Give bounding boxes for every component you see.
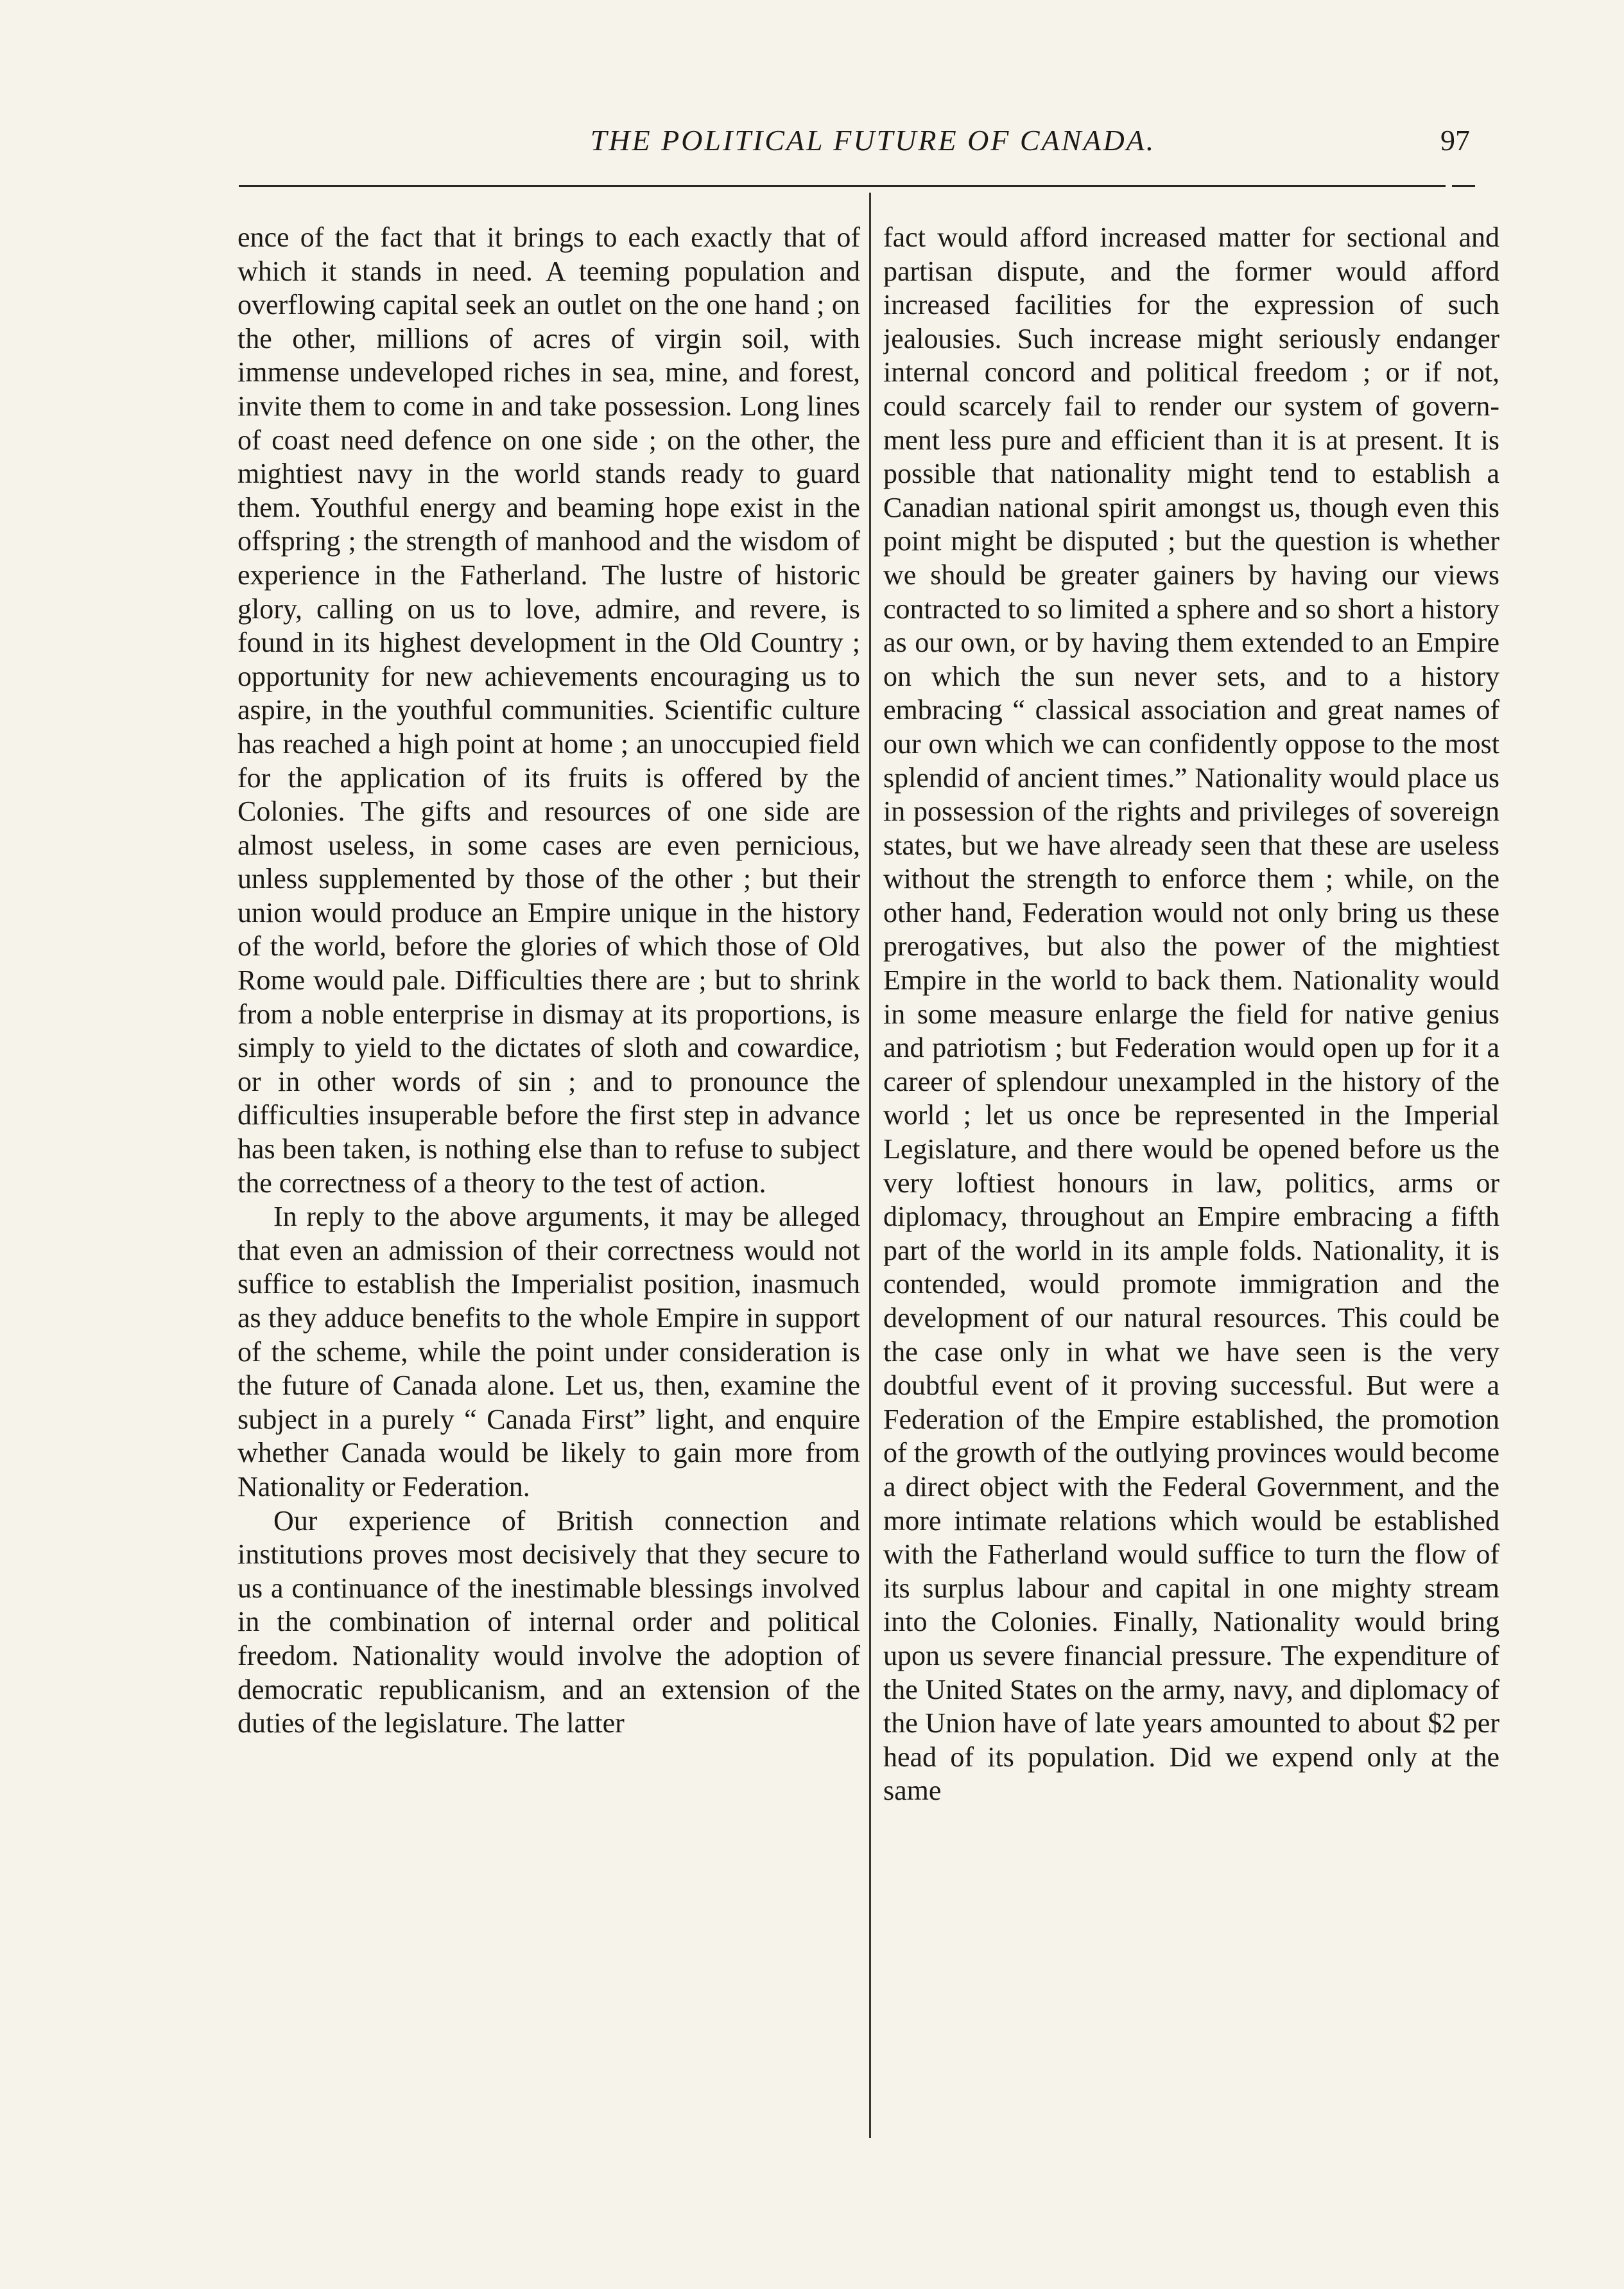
page-number: 97 (1440, 124, 1470, 157)
header-rule (239, 185, 1446, 187)
left-column (238, 221, 860, 2160)
header-rule-end (1452, 185, 1475, 187)
paragraph: In reply to the above arguments, it may be alleged that even an admission of their correctness would not suffice to establish the Imperialist position, inasmuch as they adduce benefits to the whole Empire in support of the scheme, while the point under consideration is the future of Canada alone. Let us, then, examine the subject in a purely “ Canada First” light, and enquire whether Canada would be likely to gain more from Nationality or Federation. (238, 1201, 860, 1502)
running-title: THE POLITICAL FUTURE OF CANADA. (590, 124, 1156, 157)
running-head (0, 123, 1624, 168)
paragraph: fact would afford increased matter for sectional and partisan dispute, and the former would afford increased facilities for the expression of such jealousies. Such increase might seriously endanger internal concord and political freedom ; or if not, could scarcely fail to render our system of government less pure and efficient than it is at present. It is possible that nationality might tend to establish a Canadian national spirit amongst us, though even this point might be disputed ; but the question is whether we should be greater gainers by having our views contracted to so limited a sphere and so short a history as our own, or by having them extended to an Empire on which the sun never sets, and to a history embracing “ classical association and great names of our own which we can confidently oppose to the most splendid of ancient times.” Nationality would place us in possession of the rights and privileges of sovereign states, but we have already seen that these are useless without the strength to enforce them ; while, on the other hand, Federation would not only bring us these prerogatives, but also the power of the mightiest Empire in the world to back them. Nationality would in some measure enlarge the field for native genius and patriotism ; but Federation would open up for it a career of splendour unexampled in the history of the world ; let us once be represented in the Imperial Legislature, and there would be opened before us the very loftiest honours in law, politics, arms or diplomacy, throughout an Empire embracing a fifth part of the world in its ample folds. Nationality, it is contended, would promote immigration and the development of our natural resources. This could be the case only in what we have seen is the very doubtful event of it proving successful. But were a Federation of the Empire established, the promotion of the growth of the outlying provinces would become a direct object with the Federal Government, and the more intimate relations which would be established with the Fatherland would suffice to turn the flow of its surplus labour and capital in one mighty stream into the Colonies. Finally, Nationality would bring upon us severe financial pressure. The expenditure of the United States on the army, navy, and diplomacy of the Union have of late years amounted to about $2 per head of its population. Did we expend only at the same (883, 222, 1499, 1807)
right-column (883, 221, 1499, 2160)
paragraph: Our experience of British connection and institutions proves most decisively that they secure to us a continuance of the inestimable blessings involved in the combination of internal order and political freedom. Nationality would involve the adoption of democratic republicanism, and an extension of the duties of the legislature. The latter (238, 1504, 860, 1739)
paragraph: ence of the fact that it brings to each exactly that of which it stands in need. A teeming population and overflowing capital seek an outlet on the one hand ; on the other, millions of acres of virgin soil, with immense undeveloped riches in sea, mine, and forest, invite them to come in and take possession. Long lines of coast need defence on one side ; on the other, the mightiest navy in the world stands ready to guard them. Youthful energy and beaming hope exist in the offspring ; the strength of manhood and the wisdom of experience in the Fatherland. The lustre of historic glory, calling on us to love, admire, and revere, is found in its highest development in the Old Country ; opportunity for new achievements encouraging us to aspire, in the youthful communities. Scientific culture has reached a high point at home ; an unoccupied field for the application of its fruits is offered by the Colonies. The gifts and resources of one side are almost useless, in some cases are even pernicious, unless supplemented by those of the other ; but their union would produce an Empire unique in the history of the world, before the glories of which those of Old Rome would pale. Difficulties there are ; but to shrink from a noble enterprise in dismay at its proportions, is simply to yield to the dictates of sloth and cowardice, or in other words of sin ; and to pronounce the difficulties insuperable before the first step in advance has been taken, is nothing else than to refuse to subject the correctness of a theory to the test of action. (238, 222, 860, 1199)
column-divider (869, 193, 871, 2138)
